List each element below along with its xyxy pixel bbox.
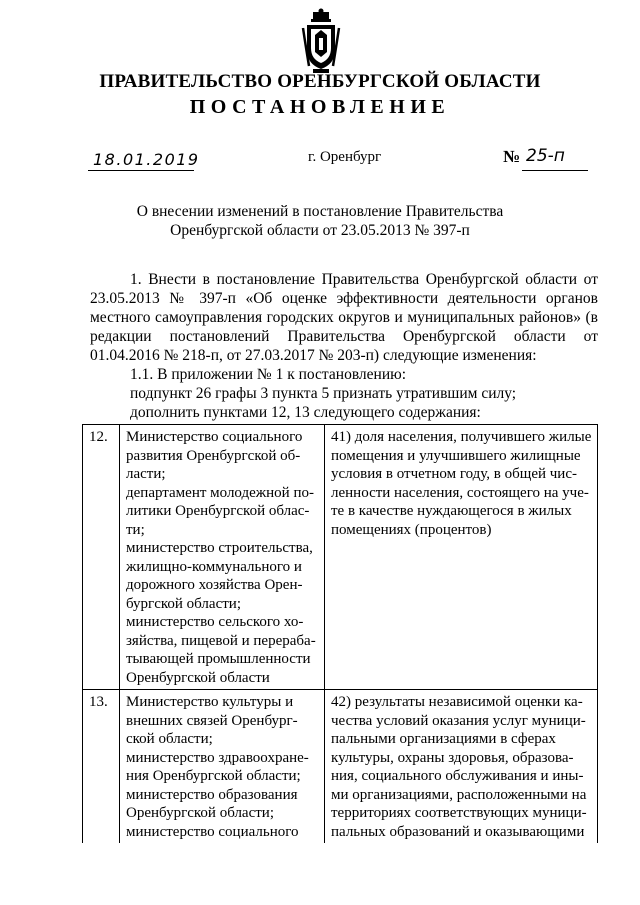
row-indicator: 41) доля населения, получившего жилые помещения и улучшившего жилищные условия в отчетном году, в общей чис- ленности населения, состоящего на уче- те в качестве нуждающегося в жилых помещениях (процентов) [325,425,598,690]
row-number: 13. [83,690,120,844]
document-body [90,270,598,422]
row-agency: Министерство культуры и внешних связей Оренбург- ской области; министерство здравоохране- ния Оренбургской области; министерство образования Оренбургской области; министерство социального [120,690,325,844]
row-indicator: 42) результаты независимой оценки ка- чества условий оказания услуг муници- пальными организациями в сферах культуры, охраны здоровья, образова- ния, социального обслуживания и ины- ми организациями, расположенными на территориях соответствующих муници- пальных образований и оказывающими [325,690,598,844]
government-title: ПРАВИТЕЛЬСТВО ОРЕНБУРГСКОЙ ОБЛАСТИ [99,71,541,92]
row-number: 12. [83,425,120,690]
paragraph-add: дополнить пунктами 12, 13 следующего содержания: [130,404,481,421]
paragraph-1-1: 1.1. В приложении № 1 к постановлению: [130,366,407,383]
orenburg-coat-of-arms-icon [301,8,341,74]
table-row [83,425,598,690]
date-underline [88,170,194,171]
table-row [83,690,598,844]
subject-line-1: О внесении изменений в постановление Правительства [136,203,504,220]
amendments-table [82,424,598,843]
document-number: 25-п [526,146,565,166]
document-type: ПОСТАНОВЛЕНИЕ [189,96,451,118]
number-label: № [503,147,521,166]
document-city: г. Оренбург [308,149,382,165]
paragraph-subitem: подпункт 26 графы 3 пункта 5 признать утратившим силу; [130,385,517,402]
number-underline [522,170,588,171]
document-subject [0,202,640,240]
subject-line-2: Оренбургской области от 23.05.2013 № 397-п [170,222,470,239]
document-date: 18.01.2019 [93,150,200,169]
row-agency: Министерство социального развития Оренбургской об- ласти; департамент молодежной по- литики Оренбургской облас- ти; министерство строительства, жилищно-коммунального и дорожного хозяйства Орен- бургской области; министерство сельского хо- зяйства, пищевой и перераба- тывающей промышленности Оренбургской области [120,425,325,690]
paragraph-1: 1. Внести в постановление Правительства Оренбургской области от 23.05.2013 № 397-п «Об оценке эффективности деятельности органов местного самоуправления городских округов и муниципальных районов» (в редакции постановлений Правительства Оренбургской области от 01.04.2016 № 218-п, от 27.03.2017 № 203-п) следующие изменения: [90,271,598,364]
